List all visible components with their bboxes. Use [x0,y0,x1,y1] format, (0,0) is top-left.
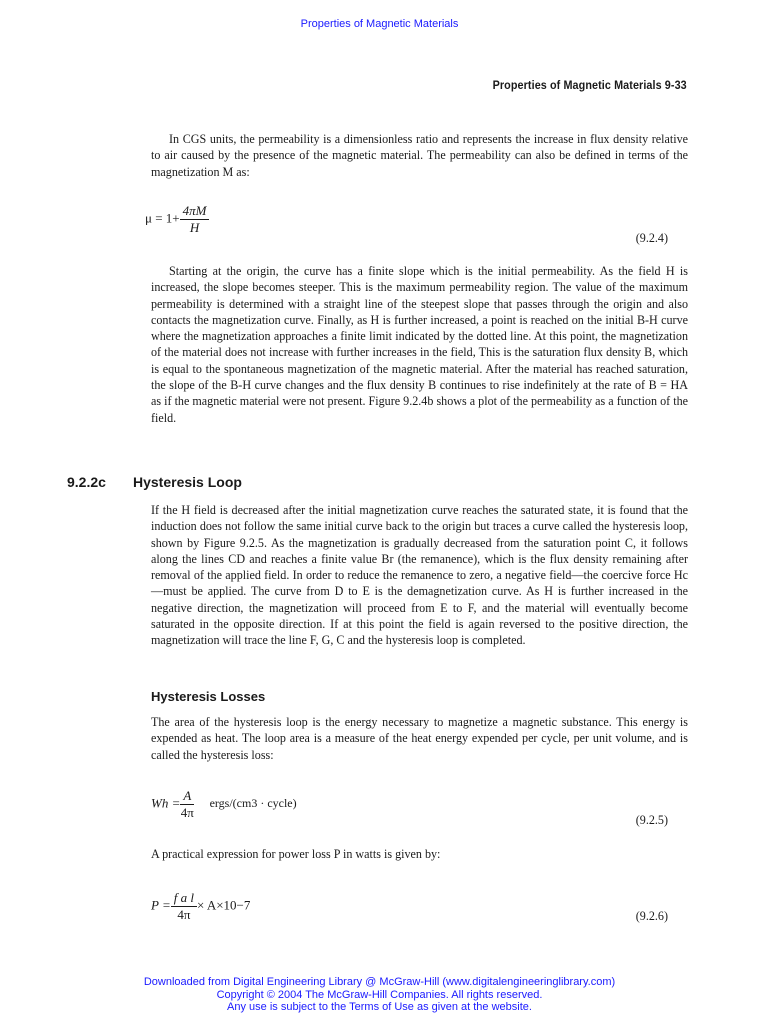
top-title-link[interactable]: Properties of Magnetic Materials [300,18,459,30]
equation-number: (9.2.6) [635,909,668,923]
equation-rhs: × A×10−7 [196,897,251,913]
equation-fraction [171,890,197,923]
numerator: A [180,788,194,805]
equation-number: (9.2.5) [635,813,668,827]
footer [0,976,759,1014]
denominator: 4π [177,907,191,922]
equation-lhs: Wh = [151,795,181,811]
footer-copyright: Copyright © 2004 The McGraw-Hill Companies. All rights reserved. [216,988,543,1001]
equation-lhs: μ = 1+ [145,210,180,226]
section-number: 9.2.2c [67,474,106,490]
running-header: Properties of Magnetic Materials 9-33 [492,78,687,92]
footer-download-link[interactable]: Downloaded from Digital Engineering Library @ McGraw-Hill (www.digitalengineeringlibrary.com) [143,976,616,988]
equation-number: (9.2.4) [635,231,668,245]
equation-lhs: P = [151,897,171,913]
equation-9-2-6 [151,890,250,923]
equation-fraction [180,203,210,236]
paragraph-hysteresis-loop: If the H field is decreased after the initial magnetization curve reaches the saturated state, it is found that the induction does not follow the same initial curve back to the origin but traces a curve called the hysteresis loop, shown by Figure 9.2.5. As the magnetization is gradually decreased from the saturation point C, it follows along the lines CD and reaches a finite value Br (the remanence), which is the flux density remaining after removal of the applied field. In order to reduce the remanence to zero, a negative field—the coercive force Hc—must be applied. The curve from D to E is the demagnetization curve. As H is further increased in the negative direction, the magnetization will proceed from E to F, and the material will eventually become saturated in the opposite direction. If at this point the field is again reversed to the positive direction, the magnetization will trace the line F, G, C and the hysteresis loop is completed. [151,503,688,648]
section-heading [67,474,242,490]
denominator: 4π [180,805,194,820]
paragraph-cgs-permeability: In CGS units, the permeability is a dimensionless ratio and represents the increase in flux density relative to air caused by the presence of the magnetic material. The permeability can also be defined in terms of the magnetization M as: [151,132,688,179]
section-title: Hysteresis Loop [133,474,242,490]
numerator: 4πM [180,203,210,220]
numerator: f a l [171,890,197,907]
footer-terms[interactable]: Any use is subject to the Terms of Use as given at the website. [227,1001,532,1013]
subsection-heading: Hysteresis Losses [151,689,266,704]
paragraph-power-loss: A practical expression for power loss P in watts is given by: [151,847,441,861]
paragraph-initial-permeability: Starting at the origin, the curve has a finite slope which is the initial permeability. As the field H is increased, the slope becomes steeper. This is the maximum permeability region. The value of the maximum permeability is determined with a straight line of the steepest slope that passes through the origin and also contacts the magnetization curve. Finally, as H is further increased, a point is reached on the initial B-H curve where the magnetization approaches a finite limit indicated by the dotted line. At this point, the magnetization of the material does not increase with further increases in the field, This is the saturation flux density B, which is equal to the spontaneous magnetization of the magnetic material. After the material has reached saturation, the slope of the B-H curve changes and the flux density B continues to rise indefinitely at the rate of B = HA as if the magnetic material were not present. Figure 9.2.4b shows a plot of the permeability as a function of the field. [151,264,688,425]
equation-units: ergs/(cm3 · cycle) [209,796,297,811]
equation-fraction [180,788,194,821]
denominator: H [189,220,200,235]
equation-9-2-5 [151,788,297,821]
equation-9-2-4 [145,203,209,236]
paragraph-hysteresis-losses: The area of the hysteresis loop is the energy necessary to magnetize a magnetic substance. This energy is expended as heat. The loop area is a measure of the heat energy expended per cycle, per unit volume, and is called the hysteresis loss: [151,715,688,762]
